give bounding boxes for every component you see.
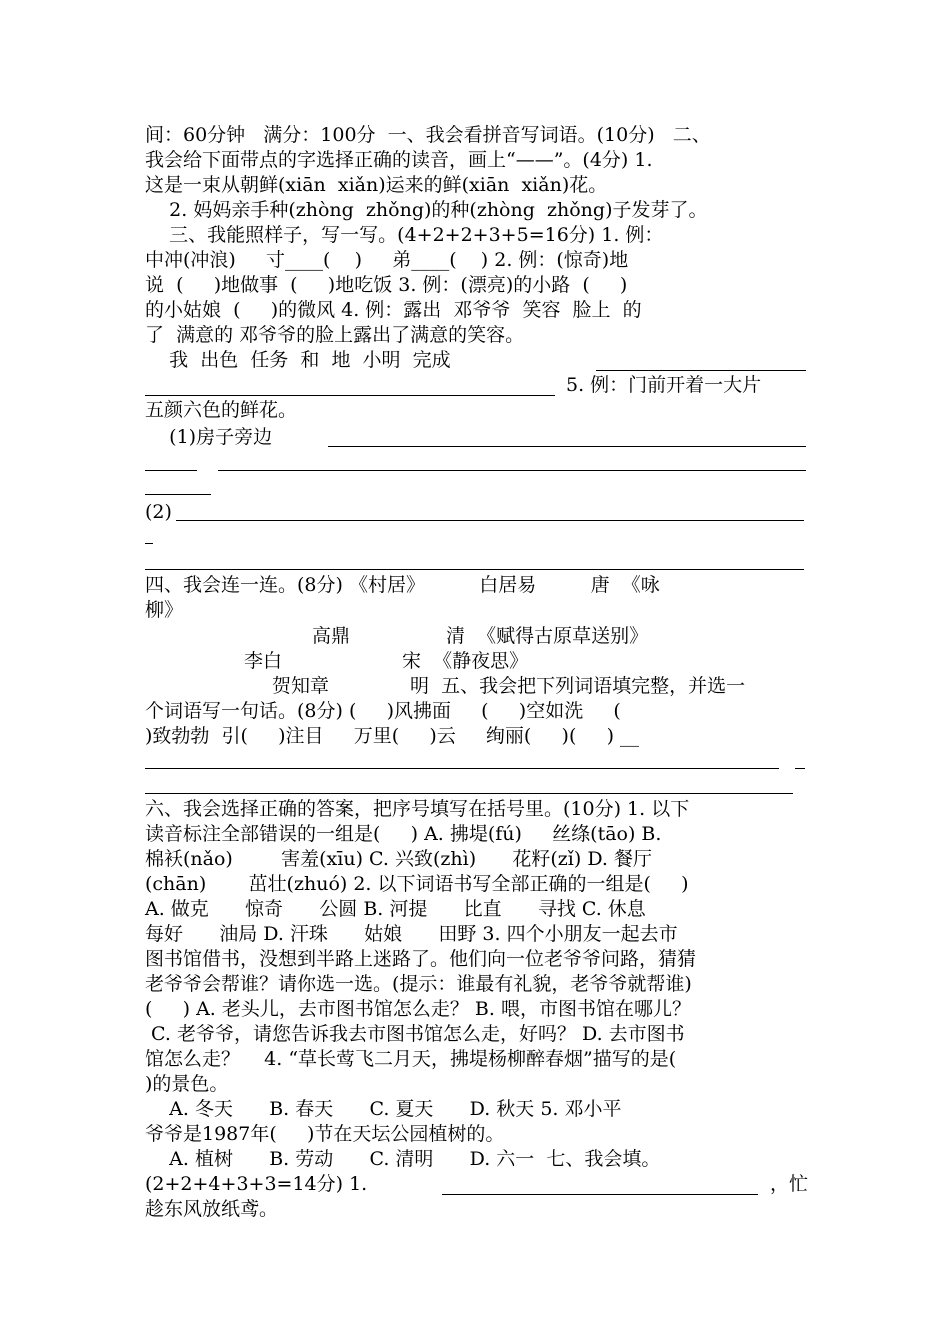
answer-blank (442, 1194, 758, 1195)
text-line: ，忙 (770, 1173, 809, 1195)
text-line: 读音标注全部错误的一组是( ) A. 拂堤(fú) 丝绦(tāo) B. (145, 823, 662, 845)
text-line: A. 做克 惊奇 公圆 B. 河提 比直 寻找 C. 休息 (145, 898, 646, 920)
answer-blank (328, 446, 806, 447)
answer-blank (145, 768, 779, 769)
text-line: A. 冬天 B. 春天 C. 夏天 D. 秋天 5. 邓小平 (145, 1098, 622, 1120)
text-line: )致勃勃 引( )注目 万里( )云 绚丽( )( ) __ (145, 725, 640, 747)
text-line: 2. 妈妈亲手种(zhòng zhǒng)的种(zhòng zhǒng)子发芽了。 (145, 199, 708, 221)
answer-blank (596, 370, 806, 371)
answer-blank (145, 793, 793, 794)
text-line: 明 五、我会把下列词语填完整，并选一 (410, 675, 746, 697)
text-line: 个词语写一句话。(8分) ( )风拂面 ( )空如洗 ( (145, 700, 621, 722)
text-line: 贺知章 (272, 675, 330, 697)
text-line: (2+2+4+3+3=14分) 1. (145, 1173, 368, 1195)
answer-blank (145, 395, 555, 396)
text-line: 四、我会连一连。(8分) 《村居》 白居易 唐 《咏 (145, 574, 660, 596)
text-line: 六、我会选择正确的答案，把序号填写在括号里。(10分) 1. 以下 (145, 798, 690, 820)
text-line: 这是一束从朝鲜(xiān xiǎn)运来的鲜(xiān xiǎn)花。 (145, 174, 608, 196)
text-line: C. 老爷爷，请您告诉我去市图书馆怎么走，好吗？ D. 去市图书 (145, 1023, 685, 1045)
text-line: 每好 油局 D. 汗珠 姑娘 田野 3. 四个小朋友一起去市 (145, 923, 678, 945)
text-line: 的小姑娘 ( )的微风 4. 例：露出 邓爷爷 笑容 脸上 的 (145, 299, 642, 321)
text-line: 中冲(冲浪) 寸____( ) 弟____( ) 2. 例：(惊奇)地 (145, 249, 629, 271)
text-line: 5. 例：门前开着一大片 (566, 374, 762, 396)
text-line: 我会给下面带点的字选择正确的读音，画上“——”。(4分) 1. (145, 149, 653, 171)
text-line: 我 出色 任务 和 地 小明 完成 (145, 349, 451, 371)
text-line: )的景色。 (145, 1073, 229, 1095)
text-line: 柳》 (145, 599, 184, 621)
text-line: 间：60分钟 满分：100分 一、我会看拼音写词语。(10分) 二、 (145, 124, 711, 146)
text-line: 馆怎么走？ 4. “草长莺飞二月天，拂堤杨柳醉春烟”描写的是( (145, 1048, 677, 1070)
answer-blank (145, 543, 153, 544)
answer-blank (145, 569, 804, 570)
text-line: 三、我能照样子，写一写。(4+2+2+3+5=16分) 1. 例： (145, 224, 664, 246)
answer-blank (795, 768, 805, 769)
text-line: 了 满意的 邓爷爷的脸上露出了满意的笑容。 (145, 324, 525, 346)
text-line: 说 ( )地做事 ( )地吃饭 3. 例：(漂亮)的小路 ( ) (145, 274, 628, 296)
text-line: 图书馆借书，没想到半路上迷路了。他们向一位老爷爷问路，猜猜 (145, 948, 697, 970)
text-line: 趁东风放纸鸢。 (145, 1198, 279, 1220)
text-line: 宋 《静夜思》 (402, 650, 529, 672)
text-line: (chān) 茁壮(zhuó) 2. 以下词语书写全部正确的一组是( ) (145, 873, 689, 895)
text-line: 五颜六色的鲜花。 (145, 399, 298, 421)
text-line: 高鼎 (312, 625, 351, 647)
text-line: ( ) A. 老头儿，去市图书馆怎么走？ B. 喂，市图书馆在哪儿？ (145, 998, 691, 1020)
answer-blank (218, 470, 806, 471)
text-line: A. 植树 B. 劳动 C. 清明 D. 六一 七、我会填。 (145, 1148, 661, 1170)
text-line: 李白 (244, 650, 283, 672)
text-line: 老爷爷会帮谁？请你选一选。(提示：谁最有礼貌，老爷爷就帮谁) (145, 973, 692, 995)
text-line: 清 《赋得古原草送别》 (446, 625, 649, 647)
text-line: (2) (145, 501, 172, 523)
answer-blank (145, 494, 211, 495)
text-line: (1)房子旁边 (145, 426, 273, 448)
answer-blank (176, 520, 804, 521)
text-line: 爷爷是1987年( )节在天坛公园植树的。 (145, 1123, 505, 1145)
answer-blank (145, 470, 197, 471)
text-line: 棉袄(nǎo) 害羞(xīu) C. 兴致(zhì) 花籽(zǐ) D. 餐厅 (145, 848, 652, 870)
